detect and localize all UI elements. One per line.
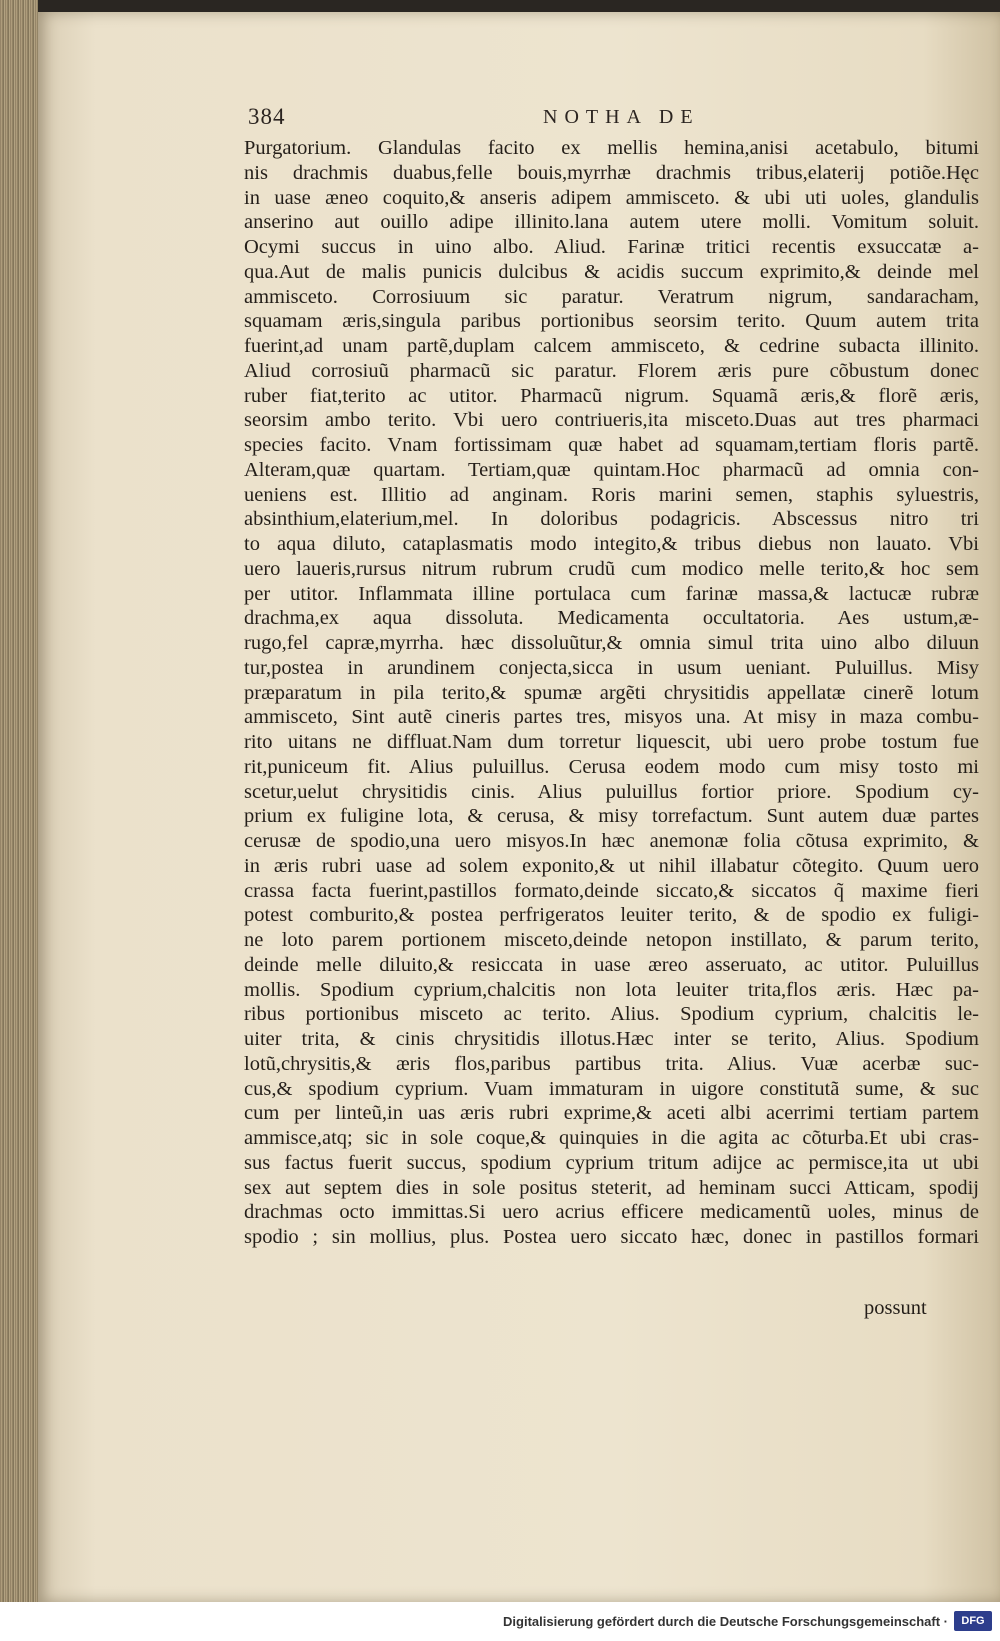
text-line: per utitor. Inflammata illine portulaca cum farinæ massa,& lactucæ rubræ (244, 582, 979, 605)
text-line: drachma,ex aqua dissoluta. Medicamenta occultatoria. Aes ustum,æ- (244, 607, 979, 630)
text-line: anserino aut ouillo adipe illinito.lana autem utere molli. Vomitum soluit. (244, 211, 979, 234)
text-line: præparatum in pila terito,& spumæ argẽti chrysitidis appellatæ cinerẽ lotum (244, 681, 979, 704)
text-line: rugo,fel capræ,myrrha. hæc dissoluũtur,& omnia simul trita uino albo diluun (244, 632, 979, 654)
text-line: rito uitans ne diffluat.Nam dum torretur liquescit, ubi uero probe tostum fue (244, 731, 979, 753)
text-line: seorsim ambo terito. Vbi uero contriueris,ita misceto.Duas aut tres pharmaci (244, 409, 979, 432)
text-line: ammisceto. Corrosiuum sic paratur. Veratrum nigrum, sandaracham, (244, 285, 979, 308)
text-line: potest comburito,& postea perfrigeratos leuiter terito, & de spodio ex fuligi- (244, 904, 979, 927)
running-head: NOTHA DE (543, 106, 700, 128)
text-line: ribus portionibus misceto ac terito. Alius. Spodium cyprium, chalcitis le- (244, 1003, 979, 1026)
text-line: in æris rubri uase ad solem exponito,& ut nihil illabatur cõtegito. Quum uero (244, 854, 979, 877)
page-number: 384 (248, 104, 286, 129)
book-page-edges (0, 0, 38, 1602)
text-line: ammisceto, Sint autẽ cineris partes tres, misyos una. At misy in maza combu- (244, 706, 979, 729)
funding-notice: Digitalisierung gefördert durch die Deutsche Forschungsgemeinschaft · (503, 1614, 948, 1629)
text-line: fuerint,ad unam partẽ,duplam calcem ammisceto, & cedrine subacta illinito. (244, 335, 979, 357)
text-line: Aliud corrosiuũ pharmacũ sic paratur. Florem æris pure cõbustum donec (244, 359, 979, 382)
dfg-logo: DFG (954, 1611, 992, 1631)
text-line: mollis. Spodium cyprium,chalcitis non lota leuiter trita,flos æris. Hæc pa- (244, 978, 979, 1001)
text-line: ammisce,atq; sic in sole coque,& quinquies in die agita ac cõturba.Et ubi cras- (244, 1127, 979, 1149)
text-line: prium ex fuligine lota, & cerusa, & misy torrefactum. Sunt autem duæ partes (244, 805, 979, 828)
text-line: nis drachmis duabus,felle bouis,myrrhæ drachmis tribus,elaterij potiõe.Hęc (244, 161, 979, 184)
text-line: spodio ; sin mollius, plus. Postea uero siccato hæc, donec in pastillos formari (244, 1226, 979, 1248)
text-line: drachmas octo immittas.Si uero acrius efficere medicamentũ uoles, minus de (244, 1201, 979, 1224)
text-line: squamam æris,singula paribus portionibus seorsim terito. Quum autem trita (244, 310, 979, 333)
text-line: Alteram,quæ quartam. Tertiam,quæ quintam.Hoc pharmacũ ad omnia con- (244, 458, 979, 481)
text-line: Purgatorium. Glandulas facito ex mellis hemina,anisi acetabulo, bitumi (244, 137, 979, 159)
text-line: in uase æneo coquito,& anseris adipem ammisceto. & ubi uti uoles, glandulis (244, 186, 979, 209)
text-line: qua.Aut de malis punicis dulcibus & acidis succum exprimito,& deinde mel (244, 260, 979, 283)
book-page (38, 12, 1000, 1602)
catchword: possunt (864, 1297, 927, 1319)
text-line: absinthium,elaterium,mel. In doloribus podagricis. Abscessus nitro tri (244, 508, 979, 531)
text-line: ueniens est. Illitio ad anginam. Roris marini semen, staphis syluestris, (244, 483, 979, 506)
text-line: scetur,uelut chrysitidis cinis. Alius puluillus fortior priore. Spodium cy- (244, 780, 979, 803)
footer-bar (0, 1602, 1000, 1641)
page-header (38, 104, 1000, 134)
text-line: cus,& spodium cyprium. Vuam immaturam in uigore constitutã sume, & suc (244, 1077, 979, 1100)
text-line: species facito. Vnam fortissimam quæ habet ad squamam,tertiam floris partẽ. (244, 434, 979, 456)
text-line: cum per linteũ,in uas æris rubri exprime,& aceti albi acerrimi tertiam partem (244, 1102, 979, 1125)
text-line: ne loto parem portionem misceto,deinde netopon instillato, & parum terito, (244, 929, 979, 951)
text-line: deinde melle diluito,& resiccata in uase æreo asseruato, ac utitor. Puluillus (244, 953, 979, 976)
text-line: tur,postea in arundinem conjecta,sicca in usum ueniant. Puluillus. Misy (244, 656, 979, 679)
text-block (244, 136, 979, 1250)
text-line: crassa facta fuerint,pastillos formato,deinde siccato,& siccatos q̃ maxime fieri (244, 879, 979, 902)
text-line: ruber fiat,terito ac utitor. Pharmacũ nigrum. Squamã æris,& florẽ æris, (244, 384, 979, 407)
text-line: rit,puniceum fit. Alius puluillus. Cerusa eodem modo cum misy tosto mi (244, 755, 979, 778)
text-line: cerusæ de spodio,una uero misyos.In hæc anemonæ folia cõtusa exprimito, & (244, 830, 979, 852)
text-line: sex aut septem dies in sole positus steterit, ad heminam succi Atticam, spodij (244, 1176, 979, 1199)
text-line: sus factus fuerit succus, spodium cyprium tritum adijce ac permisce,ita ut ubi (244, 1151, 979, 1174)
text-line: lotũ,chrysitis,& æris flos,paribus partibus trita. Alius. Vuæ acerbæ suc- (244, 1052, 979, 1075)
text-line: to aqua diluto, cataplasmatis modo integito,& tribus diebus non lauato. Vbi (244, 533, 979, 555)
text-line: uero laueris,rursus nitrum rubrum crudũ cum modico melle terito,& hoc sem (244, 557, 979, 580)
text-line: Ocymi succus in uino albo. Aliud. Farinæ tritici recentis exsuccatæ a- (244, 236, 979, 258)
text-line: uiter trita, & cinis chrysitidis illotus.Hæc inter se terito, Alius. Spodium (244, 1028, 979, 1050)
